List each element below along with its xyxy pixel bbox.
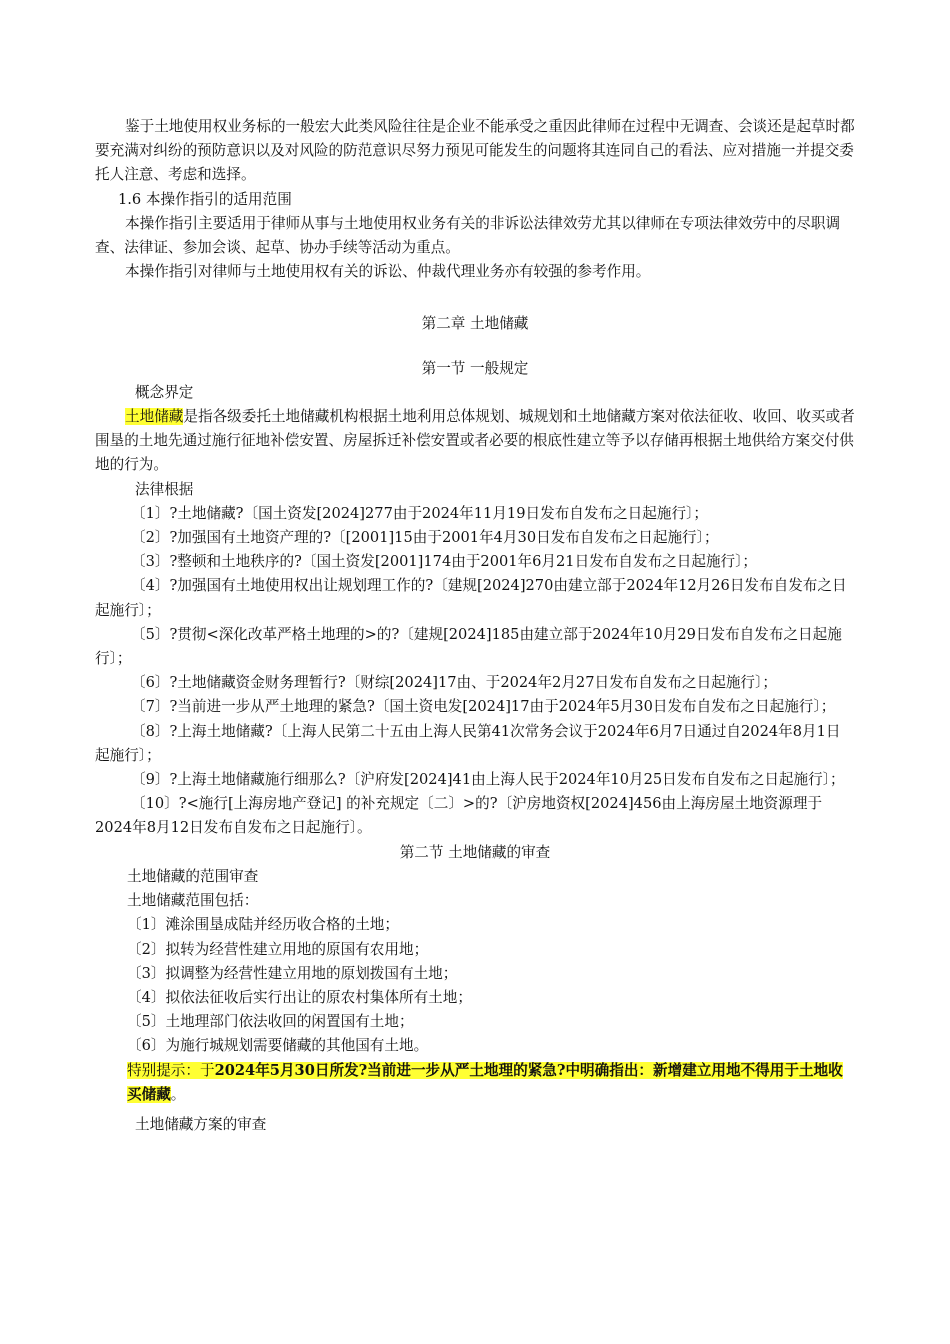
law-item: 〔1〕?土地储藏?〔国土资发[2024]277由于2024年11月19日发布自发布之日起施行〕；: [131, 504, 708, 522]
concept-label: 概念界定: [135, 383, 194, 401]
section-1-title: 第一节 一般规定: [421, 359, 529, 377]
intro-paragraph-2: 本操作指引主要适用于律师从事与土地使用权业务有关的非诉讼法律效劳尤其以律师在专项法律效劳中的尽职调查、法律证、参加会谈、起草、协办手续等活动为重点。: [95, 214, 841, 257]
scope-item: 〔5〕土地理部门依法收回的闲置国有土地；: [127, 1013, 414, 1031]
plan-review-label: 土地储藏方案的审查: [135, 1115, 267, 1133]
special-tip-text: 2024年5月30日所发?当前进一步从严土地理的紧急?中明确指出：新增建立用地不得用于土地收买储藏: [127, 1061, 843, 1103]
definition-term: 土地储藏: [125, 408, 184, 426]
special-tip: [95, 1059, 855, 1107]
legal-basis-label: 法律根据: [135, 480, 194, 498]
chapter-title: 第二章 土地储藏: [421, 315, 529, 333]
scope-item: 〔1〕滩涂围垦成陆并经历收合格的土地；: [127, 916, 399, 934]
document-page: [95, 115, 855, 1137]
law-item: 〔2〕?加强国有土地资产理的?〔[2001]15由于2001年4月30日发布自发布之日起施行〕；: [131, 529, 719, 547]
scope-intro: 土地储藏范围包括：: [127, 892, 259, 910]
law-item: 〔3〕?整顿和土地秩序的?〔国土资发[2001]174由于2001年6月21日发布自发布之日起施行〕；: [131, 553, 758, 571]
scope-review-label: 土地储藏的范围审查: [127, 867, 259, 885]
scope-item: 〔2〕拟转为经营性建立用地的原国有农用地；: [127, 940, 429, 958]
definition-paragraph: [95, 405, 855, 478]
scope-item: 〔4〕拟依法征收后实行出让的原农村集体所有土地；: [127, 988, 472, 1006]
definition-text: 是指各级委托土地储藏机构根据土地利用总体规划、城规划和土地储藏方案对依法征收、收回、收买或者围垦的土地先通过施行征地补偿安置、房屋拆迁补偿安置或者必要的根底性建立等予以存储再根据土地供给方案交付供地的行为。: [95, 408, 855, 474]
law-item: 〔5〕?贯彻<深化改革严格土地理的>的?〔建规[2024]185由建立部于2024年10月29日发布自发布之日起施行〕；: [95, 625, 842, 668]
law-item: 〔4〕?加强国有土地使用权出让规划理工作的?〔建规[2024]270由建立部于2024年12月26日发布自发布之日起施行〕；: [95, 577, 847, 619]
section-2-title: 第二节 土地储藏的审查: [399, 843, 551, 861]
intro-paragraph-1: 鉴于土地使用权业务标的一般宏大此类风险往往是企业不能承受之重因此律师在过程中无调查、会谈还是起草时都要充满对纠纷的预防意识以及对风险的防范意识尽努力预见可能发生的问题将其连同自己的看法、应对措施一并提交委托人注意、考虑和选择。: [95, 118, 855, 184]
law-item: 〔8〕?上海土地储藏?〔上海人民第二十五由上海人民第41次常务会议于2024年6月7日通过自2024年8月1日起施行〕；: [95, 722, 841, 764]
special-tip-label: 特别提示：于: [127, 1061, 215, 1079]
law-item: 〔6〕?土地储藏资金财务理暂行?〔财综[2024]17由、于2024年2月27日发布自发布之日起施行〕；: [131, 674, 777, 692]
scope-item: 〔6〕为施行城规划需要储藏的其他国有土地。: [127, 1037, 429, 1055]
scope-item: 〔3〕拟调整为经营性建立用地的原划拨国有土地；: [127, 964, 458, 982]
law-item: 〔10〕?<施行[上海房地产登记] 的补充规定〔二〕>的?〔沪房地资权[2024]456由上海房屋土地资源理于2024年8月12日发布自发布之日起施行〕。: [95, 795, 823, 837]
intro-paragraph-3: 本操作指引对律师与土地使用权有关的诉讼、仲裁代理业务亦有较强的参考作用。: [125, 263, 651, 281]
law-item: 〔9〕?上海土地储藏施行细那么?〔沪府发[2024]41由上海人民于2024年10月25日发布自发布之日起施行〕；: [131, 771, 845, 789]
heading-1-6: 1.6 本操作指引的适用范围: [118, 190, 292, 208]
law-item: 〔7〕?当前进一步从严土地理的紧急?〔国土资电发[2024]17由于2024年5月30日发布自发布之日起施行〕；: [131, 698, 836, 716]
special-tip-end: 。: [170, 1085, 186, 1103]
